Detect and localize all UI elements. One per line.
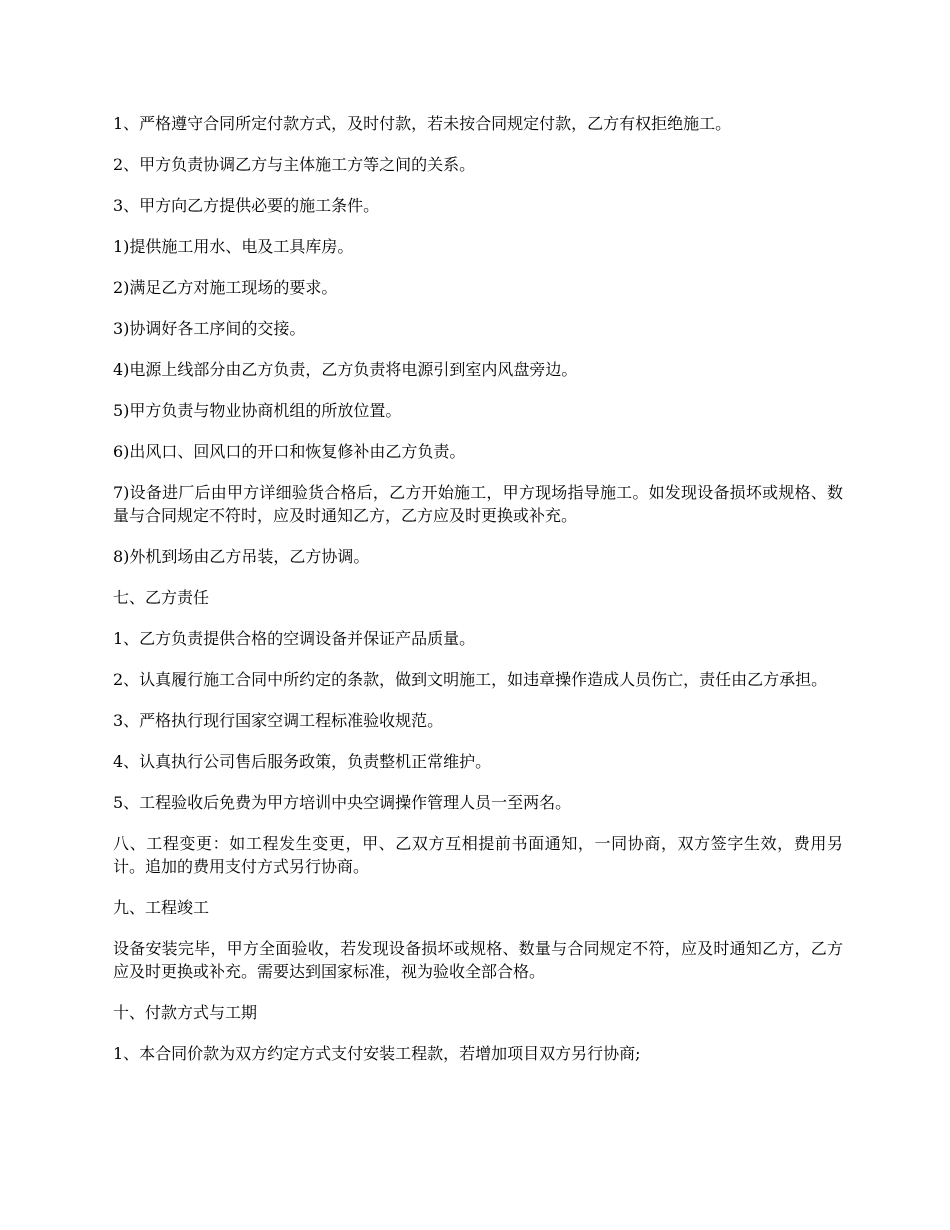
condition-item-site-requirements: 2)满足乙方对施工现场的要求。 [113,278,338,297]
condition-item-vent-openings: 6)出风口、回风口的开口和恢复修补由乙方负责。 [113,442,466,461]
condition-item-equipment-inspection: 7)设备进厂后由甲方详细验货合格后，乙方开始施工，甲方现场指导施工。如发现设备损坏或规格、数量与合同规定不符时，应及时通知乙方，乙方应及时更换或补充。 [113,483,843,525]
clause-party-b-standards: 3、严格执行现行国家空调工程标准验收规范。 [113,711,444,730]
condition-item-water-power: 1)提供施工用水、电及工具库房。 [113,237,354,256]
clause-payment-terms: 1、本合同价款为双方约定方式支付安装工程款，若增加项目双方另行协商; [113,1044,641,1063]
clause-completion-acceptance: 设备安装完毕，甲方全面验收，若发现设备损坏或规格、数量与合同规定不符，应及时通知乙方，乙方应及时更换或补充。需要达到国家标准，视为验收全部合格。 [113,939,843,981]
condition-item-outdoor-unit-hoisting: 8)外机到场由乙方吊装，乙方协调。 [113,547,370,566]
clause-party-a-coordination: 2、甲方负责协调乙方与主体施工方等之间的关系。 [113,155,476,174]
clause-party-b-after-sales: 4、认真执行公司售后服务政策，负责整机正常维护。 [113,752,492,771]
section-engineering-change: 八、工程变更：如工程发生变更，甲、乙双方互相提前书面通知，一同协商，双方签字生效，费用另计。追加的费用支付方式另行协商。 [113,834,843,876]
clause-party-b-quality: 1、乙方负责提供合格的空调设备并保证产品质量。 [113,629,476,648]
condition-item-power-line: 4)电源上线部分由乙方负责，乙方负责将电源引到室内风盘旁边。 [113,360,578,379]
section-heading-party-b-responsibility: 七、乙方责任 [113,588,210,607]
section-heading-payment-schedule: 十、付款方式与工期 [113,1003,258,1022]
document-body [113,112,843,1083]
condition-item-unit-location: 5)甲方负责与物业协商机组的所放位置。 [113,401,402,420]
clause-party-b-safety: 2、认真履行施工合同中所约定的条款，做到文明施工，如违章操作造成人员伤亡，责任由乙方承担。 [113,670,828,689]
clause-party-b-training: 5、工程验收后免费为甲方培训中央空调操作管理人员一至两名。 [113,793,572,812]
clause-party-a-conditions: 3、甲方向乙方提供必要的施工条件。 [113,196,380,215]
condition-item-process-handover: 3)协调好各工序间的交接。 [113,319,306,338]
section-heading-completion: 九、工程竣工 [113,898,210,917]
clause-party-a-payment: 1、严格遵守合同所定付款方式，及时付款，若未按合同规定付款，乙方有权拒绝施工。 [113,114,732,133]
